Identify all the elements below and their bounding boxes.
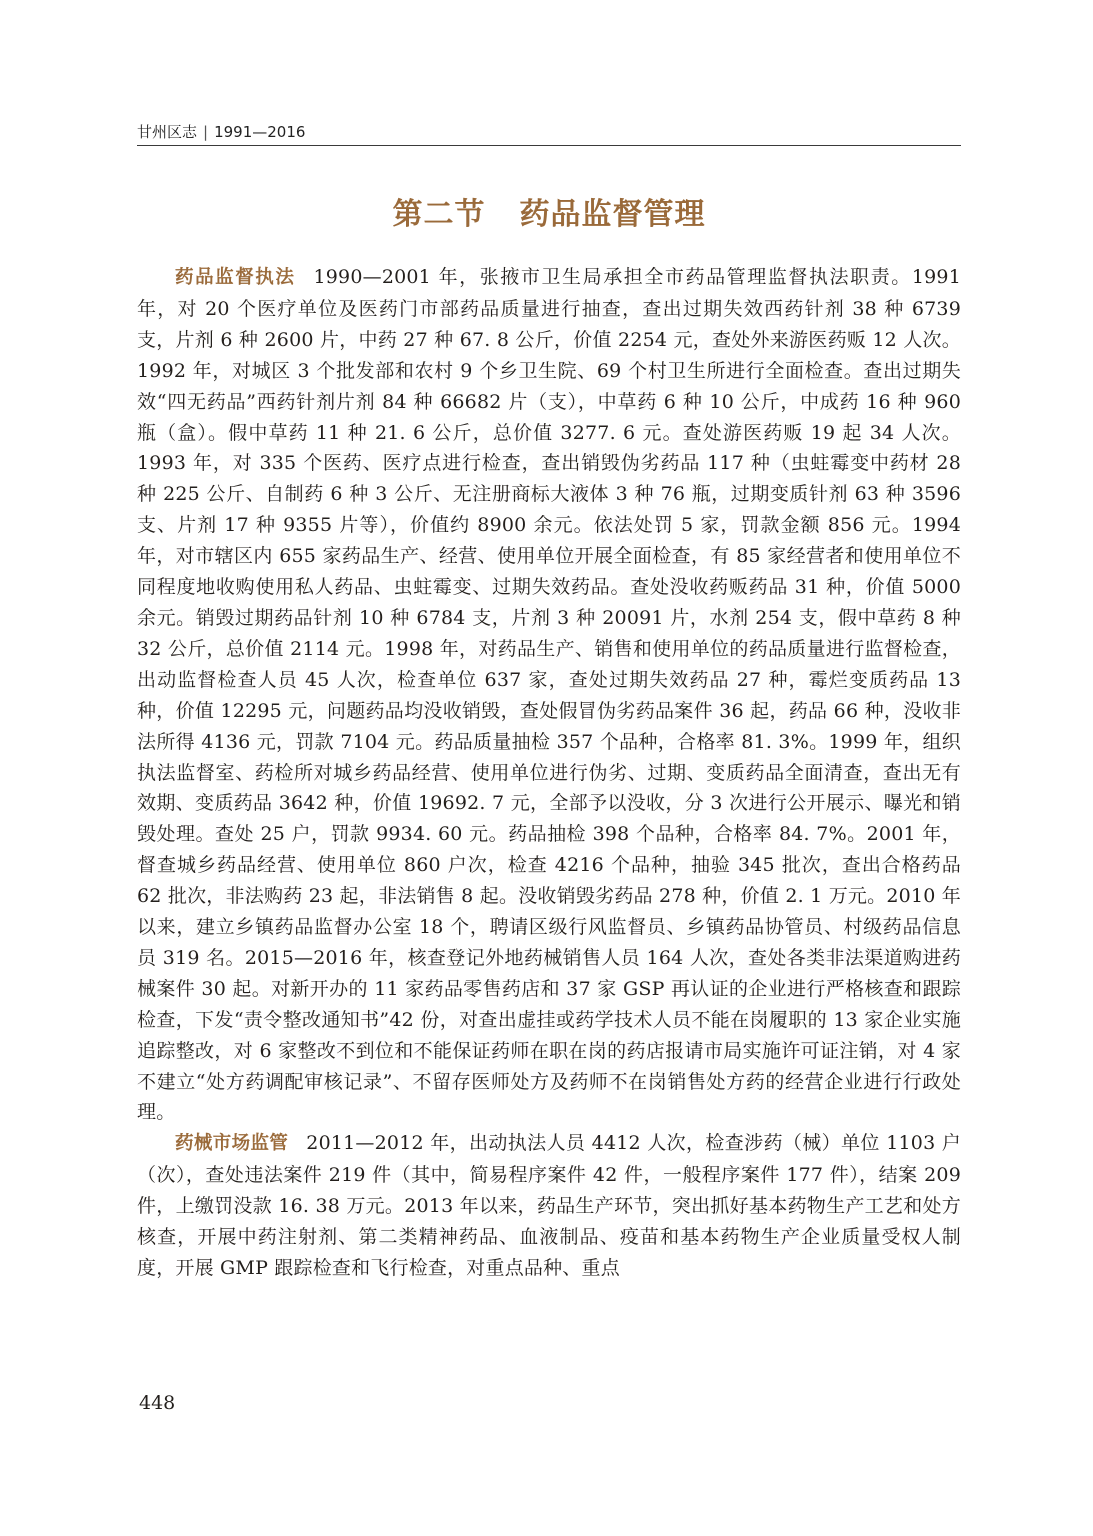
book-years: 1991—2016 [214,123,306,141]
paragraph-device-market [137,1128,961,1284]
page-number: 448 [139,1392,176,1414]
paragraph-heading-device-market: 药械市场监管 [175,1133,289,1155]
header-separator: | [203,123,209,141]
paragraph-drug-enforcement [137,262,961,1128]
section-heading [137,193,961,237]
body-text [137,262,961,1284]
book-title: 甘州区志 [137,123,198,141]
section-number: 第二节 [392,197,486,232]
paragraph-text-device-market: 2011—2012 年，出动执法人员 4412 人次，检查涉药（械）单位 1103 户（次），查处违法案件 219 件（其中，简易程序案件 42 件，一般程序案件 177 件），结案 209 件，上缴罚没款 16. 38 万元。2013 年以来，药品生产环节，突出抓好基本药物生产工艺和处方核查，开展中药注射剂、第二类精神药品、血液制品、疫苗和基本药物生产企业质量受权人制度，开展 GMP 跟踪检查和飞行检查，对重点品种、重点 [137,1132,961,1279]
section-title: 药品监督管理 [519,197,706,232]
paragraph-heading-drug-enforcement: 药品监督执法 [175,267,296,288]
running-header [137,121,961,146]
paragraph-text-drug-enforcement: 1990—2001 年，张掖市卫生局承担全市药品管理监督执法职责。1991 年，对 20 个医疗单位及医药门市部药品质量进行抽查，查出过期失效西药针剂 38 种 6739 支，片剂 6 种 2600 片，中药 27 种 67. 8 公斤，价值 2254 元，查处外来游医药贩 12 人次。1992 年，对城区 3 个批发部和农村 9 个乡卫生院、69 个村卫生所进行全面检查。查出过期失效“四无药品”西药针剂片剂 84 种 66682 片（支），中草药 6 种 10 公斤，中成药 16 种 960 瓶（盒）。假中草药 11 种 21. 6 公斤，总价值 3277. 6 元。查处游医药贩 19 起 34 人次。1993 年，对 335 个医药、医疗点进行检查，查出销毁伪劣药品 117 种（虫蛀霉变中药材 28 种 225 公斤、自制药 6 种 3 公斤、无注册商标大液体 3 种 76 瓶，过期变质针剂 63 种 3596 支、片剂 17 种 9355 片等），价值约 8900 余元。依法处罚 5 家，罚款金额 856 元。1994 年，对市辖区内 655 家药品生产、经营、使用单位开展全面检查，有 85 家经营者和使用单位不同程度地收购使用私人药品、虫蛀霉变、过期失效药品。查处没收药贩药品 31 种，价值 5000 余元。销毁过期药品针剂 10 种 6784 支，片剂 3 种 20091 片，水剂 254 支，假中草药 8 种 32 公斤，总价值 2114 元。1998 年，对药品生产、销售和使用单位的药品质量进行监督检查，出动监督检查人员 45 人次，检查单位 637 家，查处过期失效药品 27 种，霉烂变质药品 13 种，价值 12295 元，问题药品均没收销毁，查处假冒伪劣药品案件 36 起，药品 66 种，没收非法所得 4136 元，罚款 7104 元。药品质量抽检 357 个品种，合格率 81. 3%。1999 年，组织执法监督室、药检所对城乡药品经营、使用单位进行伪劣、过期、变质药品全面清查，查出无有效期、变质药品 3642 种，价值 19692. 7 元，全部予以没收，分 3 次进行公开展示、曝光和销毁处理。查处 25 户，罚款 9934. 60 元。药品抽检 398 个品种，合格率 84. 7%。2001 年，督查城乡药品经营、使用单位 860 户次，检查 4216 个品种，抽验 345 批次，查出合格药品 62 批次，非法购药 23 起，非法销售 8 起。没收销毁劣药品 278 种，价值 2. 1 万元。2010 年以来，建立乡镇药品监督办公室 18 个，聘请区级行风监督员、乡镇药品协管员、村级药品信息员 319 名。2015—2016 年，核查登记外地药械销售人员 164 人次，查处各类非法渠道购进药械案件 30 起。对新开办的 11 家药品零售药店和 37 家 GSP 再认证的企业进行严格核查和跟踪检查，下发“责令整改通知书”42 份，对查出虚挂或药学技术人员不能在岗履职的 13 家企业实施追踪整改，对 6 家整改不到位和不能保证药师在职在岗的药店报请市局实施许可证注销，对 4 家不建立“处方药调配审核记录”、不留存医师处方及药师不在岗销售处方药的经营企业进行行政处理。 [137,266,961,1124]
